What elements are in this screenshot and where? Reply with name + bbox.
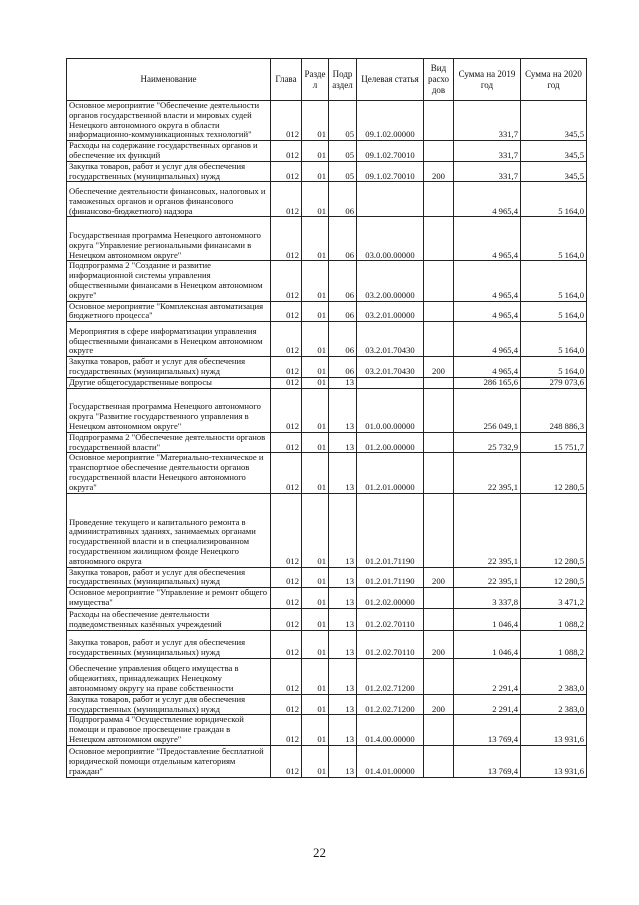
cell-name: Мероприятия в сфере информатизации управления общественными финансами в Ненецком автономном округе (67, 322, 271, 357)
table-row (67, 432, 587, 453)
cell-razdel: 01 (302, 388, 329, 432)
cell-podrazdel: 05 (329, 141, 357, 162)
cell-razdel: 01 (302, 182, 329, 217)
cell-sum-2019: 2 291,4 (454, 658, 521, 694)
cell-statya: 01.2.01.71190 (357, 567, 424, 588)
table-row (67, 161, 587, 182)
cell-statya: 03.0.00.00000 (357, 217, 424, 261)
cell-podrazdel: 13 (329, 630, 357, 658)
cell-razdel: 01 (302, 322, 329, 357)
cell-glava: 012 (271, 161, 302, 182)
table-body (67, 101, 587, 778)
cell-statya: 01.2.02.71200 (357, 658, 424, 694)
cell-podrazdel: 13 (329, 388, 357, 432)
cell-razdel: 01 (302, 357, 329, 378)
cell-name: Закупка товаров, работ и услуг для обеспечения государственных (муниципальных) нужд (67, 694, 271, 715)
cell-name: Подпрограмма 2 "Обеспечение деятельности органов государственной власти" (67, 432, 271, 453)
cell-vid (424, 377, 454, 388)
table-row (67, 217, 587, 261)
cell-glava: 012 (271, 588, 302, 609)
cell-statya: 01.2.01.00000 (357, 453, 424, 493)
cell-statya: 01.2.01.71190 (357, 493, 424, 567)
cell-sum-2020: 5 164,0 (521, 357, 587, 378)
cell-statya: 01.4.01.00000 (357, 745, 424, 777)
cell-statya: 03.2.01.70430 (357, 322, 424, 357)
cell-sum-2020: 248 886,3 (521, 388, 587, 432)
cell-podrazdel: 13 (329, 588, 357, 609)
cell-vid (424, 608, 454, 630)
cell-sum-2020: 1 088,2 (521, 608, 587, 630)
cell-name: Основное мероприятие "Управление и ремонт общего имущества" (67, 588, 271, 609)
cell-vid: 200 (424, 161, 454, 182)
cell-name: Расходы на обеспечение деятельности подведомственных казённых учреждений (67, 608, 271, 630)
cell-razdel: 01 (302, 493, 329, 567)
cell-name: Основное мероприятие "Комплексная автоматизация бюджетного процесса" (67, 301, 271, 322)
cell-sum-2020: 345,5 (521, 101, 587, 141)
cell-glava: 012 (271, 432, 302, 453)
cell-vid (424, 322, 454, 357)
cell-sum-2019: 4 965,4 (454, 217, 521, 261)
cell-name: Основное мероприятие "Предоставление бесплатной юридической помощи отдельным категориям граждан" (67, 745, 271, 777)
cell-glava: 012 (271, 453, 302, 493)
cell-razdel: 01 (302, 608, 329, 630)
table-row (67, 567, 587, 588)
table-row (67, 493, 587, 567)
cell-sum-2019: 2 291,4 (454, 694, 521, 715)
cell-glava: 012 (271, 322, 302, 357)
cell-podrazdel: 13 (329, 715, 357, 745)
cell-podrazdel: 06 (329, 261, 357, 301)
cell-podrazdel: 13 (329, 377, 357, 388)
cell-vid (424, 182, 454, 217)
cell-razdel: 01 (302, 694, 329, 715)
table-row (67, 322, 587, 357)
cell-vid (424, 101, 454, 141)
cell-glava: 012 (271, 658, 302, 694)
cell-statya: 03.2.01.00000 (357, 301, 424, 322)
cell-statya: 09.1.02.70010 (357, 141, 424, 162)
cell-sum-2020: 5 164,0 (521, 322, 587, 357)
cell-sum-2020: 13 931,6 (521, 745, 587, 777)
cell-statya (357, 182, 424, 217)
cell-name: Проведение текущего и капитального ремонта в административных зданиях, занимаемых органами государственной власти и в специализированном государственном жилищном фонде Ненецкого автономного округа (67, 493, 271, 567)
cell-sum-2019: 22 395,1 (454, 453, 521, 493)
cell-vid (424, 388, 454, 432)
cell-name: Расходы на содержание государственных органов и обеспечение их функций (67, 141, 271, 162)
cell-sum-2019: 4 965,4 (454, 182, 521, 217)
cell-sum-2020: 5 164,0 (521, 217, 587, 261)
cell-glava: 012 (271, 567, 302, 588)
cell-statya: 03.2.00.00000 (357, 261, 424, 301)
cell-sum-2020: 2 383,0 (521, 658, 587, 694)
cell-name: Подпрограмма 4 "Осуществление юридической помощи и правовое просвещение граждан в Ненецком автономном округе" (67, 715, 271, 745)
cell-sum-2019: 3 337,8 (454, 588, 521, 609)
cell-glava: 012 (271, 377, 302, 388)
cell-vid (424, 141, 454, 162)
header-sum-2019: Сумма на 2019 год (454, 59, 521, 101)
cell-sum-2020: 12 280,5 (521, 493, 587, 567)
cell-glava: 012 (271, 388, 302, 432)
cell-sum-2020: 5 164,0 (521, 182, 587, 217)
cell-statya: 01.2.02.71200 (357, 694, 424, 715)
cell-sum-2020: 5 164,0 (521, 301, 587, 322)
table-row (67, 453, 587, 493)
cell-podrazdel: 06 (329, 182, 357, 217)
table-row (67, 141, 587, 162)
cell-vid: 200 (424, 357, 454, 378)
cell-sum-2019: 331,7 (454, 101, 521, 141)
cell-razdel: 01 (302, 101, 329, 141)
cell-sum-2019: 4 965,4 (454, 301, 521, 322)
cell-razdel: 01 (302, 217, 329, 261)
cell-razdel: 01 (302, 261, 329, 301)
header-name: Наименование (67, 59, 271, 101)
cell-glava: 012 (271, 301, 302, 322)
cell-podrazdel: 13 (329, 694, 357, 715)
cell-name: Другие общегосударственные вопросы (67, 377, 271, 388)
cell-vid (424, 217, 454, 261)
cell-razdel: 01 (302, 715, 329, 745)
header-vid: Вид расхо дов (424, 59, 454, 101)
cell-sum-2019: 22 395,1 (454, 567, 521, 588)
cell-glava: 012 (271, 217, 302, 261)
cell-sum-2019: 286 165,6 (454, 377, 521, 388)
table-row (67, 630, 587, 658)
table-row (67, 694, 587, 715)
cell-podrazdel: 13 (329, 567, 357, 588)
cell-razdel: 01 (302, 745, 329, 777)
cell-vid: 200 (424, 630, 454, 658)
cell-razdel: 01 (302, 161, 329, 182)
cell-podrazdel: 13 (329, 608, 357, 630)
cell-statya: 01.4.00.00000 (357, 715, 424, 745)
cell-statya: 09.1.02.70010 (357, 161, 424, 182)
cell-statya: 03.2.01.70430 (357, 357, 424, 378)
cell-sum-2019: 4 965,4 (454, 357, 521, 378)
table-row (67, 715, 587, 745)
cell-razdel: 01 (302, 453, 329, 493)
cell-name: Подпрограмма 2 "Создание и развитие информационной системы управления общественными финансами в Ненецком автономном округе" (67, 261, 271, 301)
header-razdel: Разде л (302, 59, 329, 101)
table-row (67, 182, 587, 217)
cell-name: Основное мероприятие "Обеспечение деятельности органов государственной власти и мировых судей Ненецкого автономного округа в области информационно-коммуникационных технологий" (67, 101, 271, 141)
cell-sum-2019: 25 732,9 (454, 432, 521, 453)
cell-name: Закупка товаров, работ и услуг для обеспечения государственных (муниципальных) нужд (67, 567, 271, 588)
cell-glava: 012 (271, 715, 302, 745)
cell-statya: 01.2.02.70110 (357, 630, 424, 658)
cell-podrazdel: 06 (329, 357, 357, 378)
table-header-row (67, 59, 587, 101)
cell-razdel: 01 (302, 567, 329, 588)
cell-sum-2019: 256 049,1 (454, 388, 521, 432)
cell-statya: 01.2.00.00000 (357, 432, 424, 453)
cell-glava: 012 (271, 261, 302, 301)
cell-vid: 200 (424, 567, 454, 588)
cell-sum-2020: 12 280,5 (521, 567, 587, 588)
cell-podrazdel: 06 (329, 301, 357, 322)
cell-vid (424, 301, 454, 322)
cell-sum-2020: 3 471,2 (521, 588, 587, 609)
cell-sum-2020: 345,5 (521, 141, 587, 162)
cell-vid: 200 (424, 694, 454, 715)
cell-statya: 09.1.02.00000 (357, 101, 424, 141)
cell-statya: 01.0.00.00000 (357, 388, 424, 432)
cell-sum-2019: 331,7 (454, 141, 521, 162)
cell-statya: 01.2.02.70110 (357, 608, 424, 630)
table-row (67, 261, 587, 301)
cell-statya: 01.2.02.00000 (357, 588, 424, 609)
cell-razdel: 01 (302, 377, 329, 388)
cell-sum-2020: 279 073,6 (521, 377, 587, 388)
cell-sum-2019: 13 769,4 (454, 715, 521, 745)
header-statya: Целевая статья (357, 59, 424, 101)
table-row (67, 608, 587, 630)
header-sum-2020: Сумма на 2020 год (521, 59, 587, 101)
cell-name: Закупка товаров, работ и услуг для обеспечения государственных (муниципальных) нужд (67, 630, 271, 658)
cell-sum-2020: 13 931,6 (521, 715, 587, 745)
cell-glava: 012 (271, 101, 302, 141)
cell-podrazdel: 13 (329, 432, 357, 453)
header-podrazdel: Подр аздел (329, 59, 357, 101)
cell-razdel: 01 (302, 301, 329, 322)
cell-podrazdel: 13 (329, 453, 357, 493)
cell-sum-2020: 12 280,5 (521, 453, 587, 493)
cell-glava: 012 (271, 493, 302, 567)
cell-sum-2019: 22 395,1 (454, 493, 521, 567)
cell-sum-2019: 1 046,4 (454, 630, 521, 658)
cell-vid (424, 261, 454, 301)
cell-vid (424, 745, 454, 777)
cell-sum-2019: 13 769,4 (454, 745, 521, 777)
cell-podrazdel: 06 (329, 217, 357, 261)
cell-vid (424, 432, 454, 453)
cell-name: Основное мероприятие "Материально-техническое и транспортное обеспечение деятельности органов государственной власти Ненецкого автономного округа" (67, 453, 271, 493)
cell-podrazdel: 13 (329, 493, 357, 567)
cell-glava: 012 (271, 630, 302, 658)
table-row (67, 745, 587, 777)
cell-podrazdel: 13 (329, 745, 357, 777)
cell-vid (424, 493, 454, 567)
table-row (67, 388, 587, 432)
cell-name: Обеспечение управления общего имущества в общежитиях, принадлежащих Ненецкому автономному округу на праве собственности (67, 658, 271, 694)
cell-razdel: 01 (302, 141, 329, 162)
cell-sum-2020: 15 751,7 (521, 432, 587, 453)
cell-glava: 012 (271, 745, 302, 777)
cell-name: Обеспечение деятельности финансовых, налоговых и таможенных органов и органов финансового (финансово-бюджетного) надзора (67, 182, 271, 217)
cell-vid (424, 453, 454, 493)
cell-podrazdel: 05 (329, 161, 357, 182)
cell-sum-2019: 4 965,4 (454, 261, 521, 301)
page-number: 22 (313, 845, 326, 860)
cell-podrazdel: 06 (329, 322, 357, 357)
cell-sum-2019: 331,7 (454, 161, 521, 182)
cell-sum-2020: 345,5 (521, 161, 587, 182)
cell-glava: 012 (271, 694, 302, 715)
table-row (67, 658, 587, 694)
cell-vid (424, 588, 454, 609)
cell-glava: 012 (271, 182, 302, 217)
cell-glava: 012 (271, 141, 302, 162)
table-row (67, 377, 587, 388)
cell-razdel: 01 (302, 588, 329, 609)
cell-statya (357, 377, 424, 388)
cell-sum-2020: 1 088,2 (521, 630, 587, 658)
cell-name: Закупка товаров, работ и услуг для обеспечения государственных (муниципальных) нужд (67, 161, 271, 182)
cell-vid (424, 658, 454, 694)
cell-glava: 012 (271, 608, 302, 630)
cell-sum-2020: 5 164,0 (521, 261, 587, 301)
cell-razdel: 01 (302, 432, 329, 453)
cell-vid (424, 715, 454, 745)
cell-name: Государственная программа Ненецкого автономного округа "Развитие государственного управления в Ненецком автономном округе" (67, 388, 271, 432)
table-row (67, 301, 587, 322)
table-row (67, 588, 587, 609)
cell-razdel: 01 (302, 658, 329, 694)
cell-name: Закупка товаров, работ и услуг для обеспечения государственных (муниципальных) нужд (67, 357, 271, 378)
table-row (67, 357, 587, 378)
cell-sum-2020: 2 383,0 (521, 694, 587, 715)
budget-table (66, 58, 587, 778)
header-glava: Глава (271, 59, 302, 101)
cell-name: Государственная программа Ненецкого автономного округа "Управление региональными финансами в Ненецком автономном округе" (67, 217, 271, 261)
cell-razdel: 01 (302, 630, 329, 658)
cell-podrazdel: 13 (329, 658, 357, 694)
cell-sum-2019: 1 046,4 (454, 608, 521, 630)
cell-sum-2019: 4 965,4 (454, 322, 521, 357)
cell-podrazdel: 05 (329, 101, 357, 141)
table-row (67, 101, 587, 141)
cell-glava: 012 (271, 357, 302, 378)
